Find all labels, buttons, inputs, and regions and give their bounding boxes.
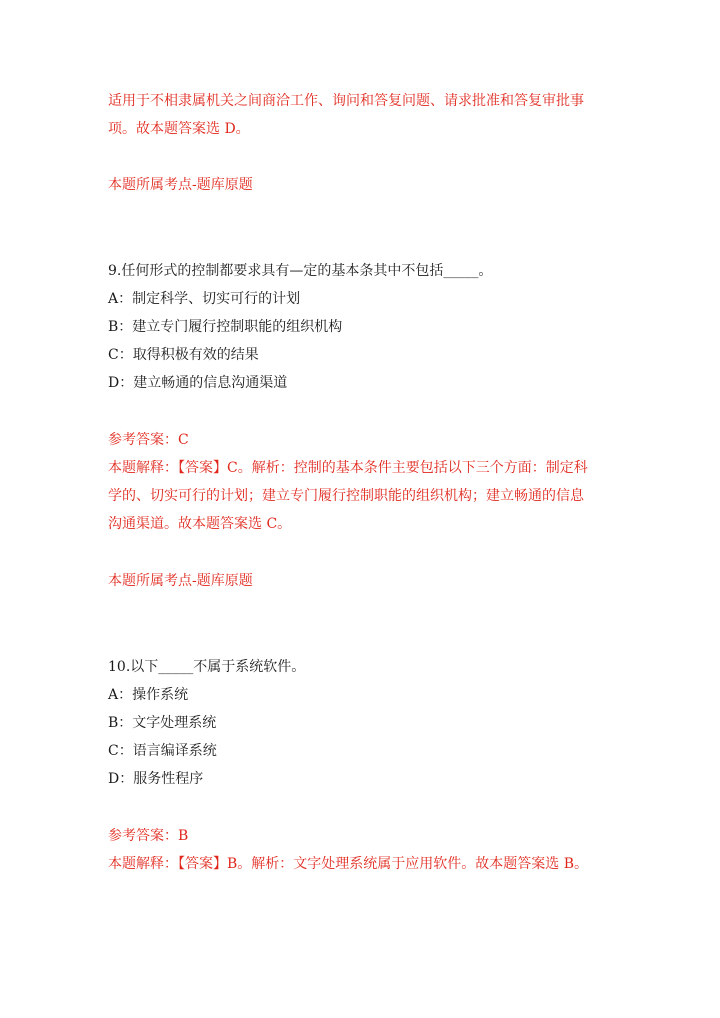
q10-option-c: C：语言编译系统 xyxy=(108,743,217,759)
prev-explanation-line-1: 适用于不相隶属机关之间商洽工作、询问和答复问题、请求批准和答复审批事 xyxy=(108,93,584,109)
q10-explanation-line-1: 本题解释：【答案】B。解析：文字处理系统属于应用软件。故本题答案选 B。 xyxy=(108,856,589,872)
q9-option-d: D：建立畅通的信息沟通渠道 xyxy=(108,375,288,391)
prev-source-tag: 本题所属考点-题库原题 xyxy=(108,177,253,193)
q9-explanation-line-2: 学的、切实可行的计划；建立专门履行控制职能的组织机构；建立畅通的信息 xyxy=(108,488,584,504)
q9-option-b: B：建立专门履行控制职能的组织机构 xyxy=(108,319,343,335)
q9-option-a: A：制定科学、切实可行的计划 xyxy=(108,291,301,307)
q9-stem: 9.任何形式的控制都要求具有—定的基本条其中不包括_____。 xyxy=(108,263,493,279)
prev-explanation-line-2: 项。故本题答案选 D。 xyxy=(108,121,250,137)
q9-option-c: C：取得积极有效的结果 xyxy=(108,347,259,363)
q9-source-tag: 本题所属考点-题库原题 xyxy=(108,573,253,589)
q10-answer: 参考答案：B xyxy=(108,828,189,844)
q9-answer: 参考答案：C xyxy=(108,432,189,448)
q9-explanation-line-3: 沟通渠道。故本题答案选 C。 xyxy=(108,516,292,532)
q10-option-d: D：服务性程序 xyxy=(108,771,204,787)
q10-option-a: A：操作系统 xyxy=(108,687,189,703)
q10-stem: 10.以下_____不属于系统软件。 xyxy=(108,659,306,675)
q10-option-b: B：文字处理系统 xyxy=(108,715,217,731)
q9-explanation-line-1: 本题解释：【答案】C。解析：控制的基本条件主要包括以下三个方面：制定科 xyxy=(108,460,588,476)
